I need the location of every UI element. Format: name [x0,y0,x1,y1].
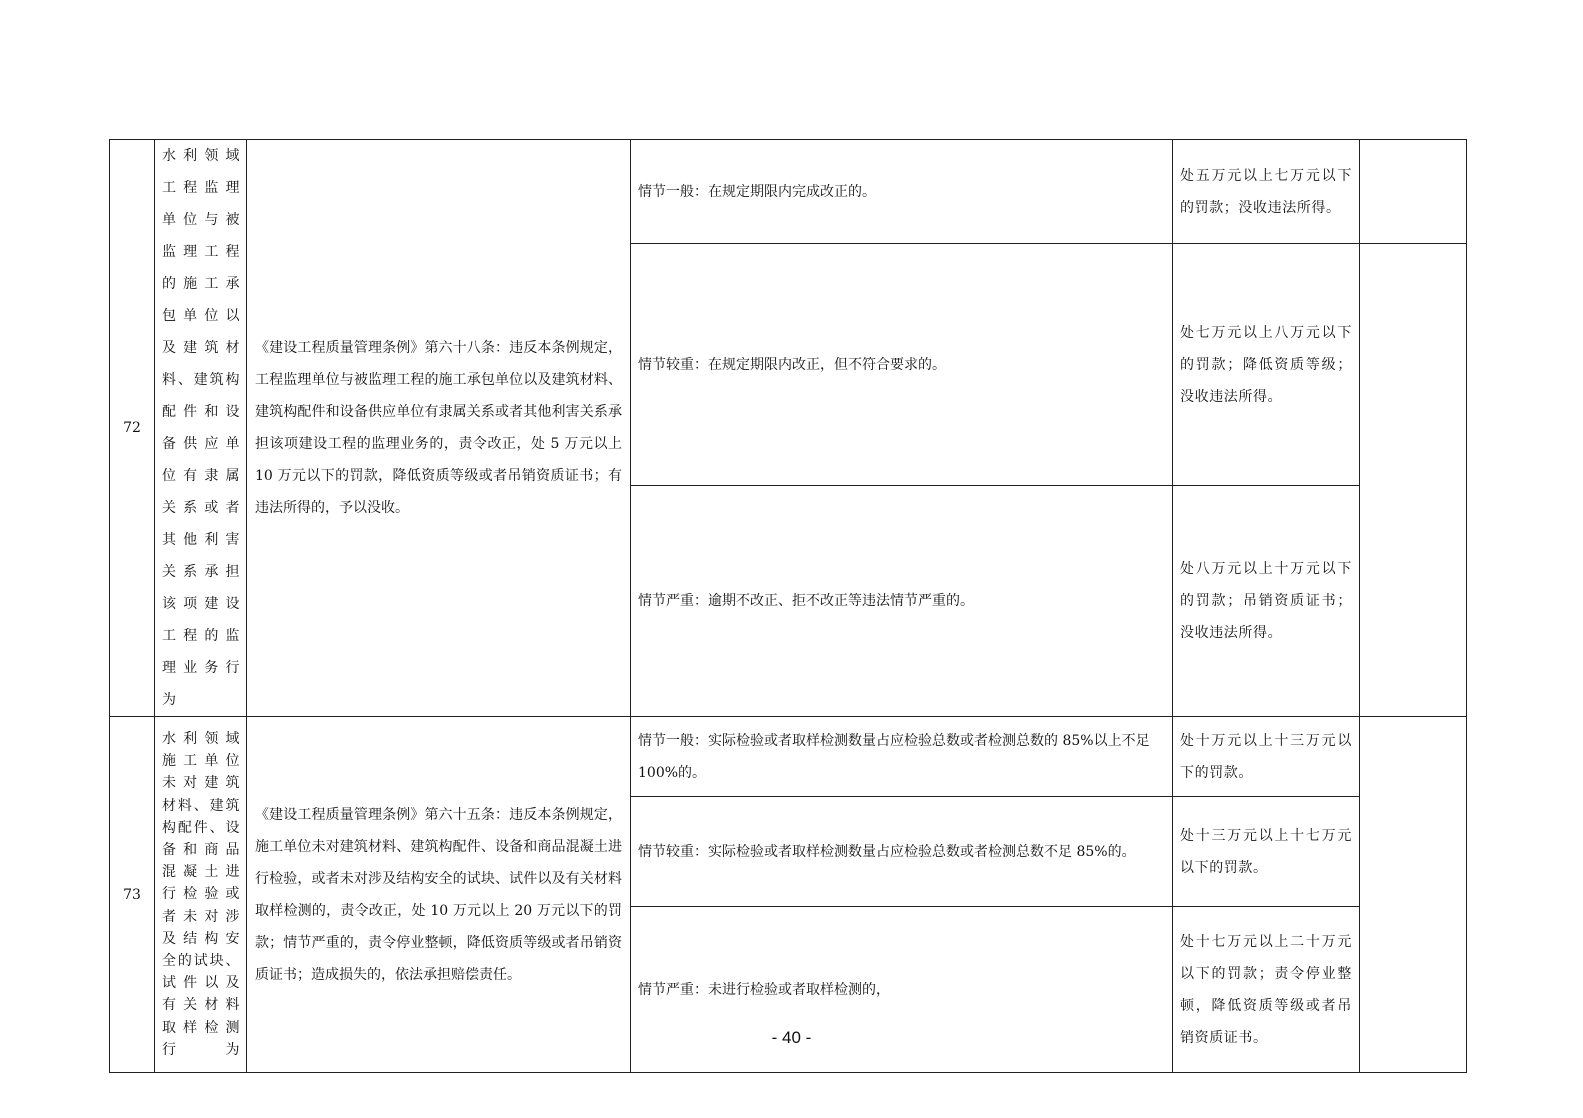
row-number-cell: 72 [110,140,155,717]
violation-item-line: 备和商品 [162,841,240,858]
note-cell [1360,140,1467,244]
penalty-cell: 处七万元以上八万元以下的罚款；降低资质等级；没收违法所得。 [1173,244,1360,486]
penalty-cell: 处八万元以上十万元以下的罚款；吊销资质证书；没收违法所得。 [1173,486,1360,717]
penalty-cell: 处十万元以上十三万元以下的罚款。 [1173,717,1360,797]
legal-basis-cell: 《建设工程质量管理条例》第六十八条：违反本条例规定，工程监理单位与被监理工程的施工承包单位以及建筑材料、建筑构配件和设备供应单位有隶属关系或者其他利害关系承担该项建设工程的监理业务的，责令改正，处 5 万元以上 10 万元以下的罚款，降低资质等级或者吊销资质证书；有违法所得的，予以没收。 [247,140,631,717]
violation-item-line: 有关材料 [162,997,240,1014]
violation-item-line: 单位与被 [162,212,240,228]
violation-item-line: 构配件、设 [162,819,240,836]
violation-item-line: 其他利害 [162,532,240,548]
violation-item-line: 为 [162,692,177,708]
violation-item-line: 关系或者 [162,500,240,516]
violation-item-line: 行检验或 [162,886,240,903]
violation-item-cell [155,140,247,717]
circumstance-cell: 情节较重：在规定期限内改正，但不符合要求的。 [631,244,1173,486]
violation-item-line: 位有隶属 [162,468,240,484]
circumstance-cell: 情节一般：在规定期限内完成改正的。 [631,140,1173,244]
violation-item-line: 该项建设 [162,596,240,612]
violation-item-line: 水利领域 [162,730,240,747]
circumstance-cell: 情节较重：实际检验或者取样检测数量占应检验总数或者检测总数不足 85%的。 [631,797,1173,907]
violation-item-line: 试件以及 [162,975,240,992]
violation-item-line: 取样检测 [162,1019,240,1036]
violation-item-line: 备供应单 [162,436,240,452]
table-row [110,717,1467,797]
row-number-cell: 73 [110,717,155,1073]
penalty-cell: 处十七万元以上二十万元以下的罚款；责令停业整顿，降低资质等级或者吊销资质证书。 [1173,907,1360,1073]
table-row [110,140,1467,244]
penalty-cell: 处十三万元以上十七万元以下的罚款。 [1173,797,1360,907]
violation-item-cell [155,717,247,1073]
violation-item-line: 理业务行 [162,660,240,676]
violation-item-line: 配件和设 [162,404,240,420]
violation-item-line: 施工单位 [162,753,240,770]
note-cell [1360,717,1467,1073]
violation-item-line: 料、建筑构 [162,372,240,388]
penalty-cell: 处五万元以上七万元以下的罚款；没收违法所得。 [1173,140,1360,244]
violation-item-line: 混凝土进 [162,864,240,881]
violation-item-line: 全的试块、 [162,953,240,969]
violation-item-line: 的施工承 [162,276,240,292]
violation-item-line: 及结构安 [162,930,240,947]
violation-item-line: 者未对涉 [162,908,240,925]
note-cell [1360,244,1467,717]
page-number: - 40 - [771,1028,812,1047]
circumstance-cell: 情节严重：未进行检验或者取样检测的， [631,907,1173,1073]
violation-item-line: 关系承担 [162,564,240,580]
violation-item-line: 工程监理 [162,180,240,196]
violation-item-line: 工程的监 [162,628,240,644]
violation-item-line: 材料、建筑 [162,797,240,814]
violation-item-line: 包单位以 [162,308,240,324]
violation-item-line: 行为 [162,1041,240,1058]
violation-item-line: 监理工程 [162,244,240,260]
penalty-standards-table [109,139,1467,1073]
circumstance-cell: 情节一般：实际检验或者取样检测数量占应检验总数或者检测总数的 85%以上不足 100%的。 [631,717,1173,797]
circumstance-cell: 情节严重：逾期不改正、拒不改正等违法情节严重的。 [631,486,1173,717]
violation-item-line: 及建筑材 [162,340,240,356]
violation-item-line: 未对建筑 [162,775,240,792]
legal-basis-cell: 《建设工程质量管理条例》第六十五条：违反本条例规定，施工单位未对建筑材料、建筑构配件、设备和商品混凝土进行检验，或者未对涉及结构安全的试块、试件以及有关材料取样检测的，责令改正，处 10 万元以上 20 万元以下的罚款；情节严重的，责令停业整顿，降低资质等级或者吊销资质证书；造成损失的，依法承担赔偿责任。 [247,717,631,1073]
violation-item-line: 水利领域 [162,148,240,164]
